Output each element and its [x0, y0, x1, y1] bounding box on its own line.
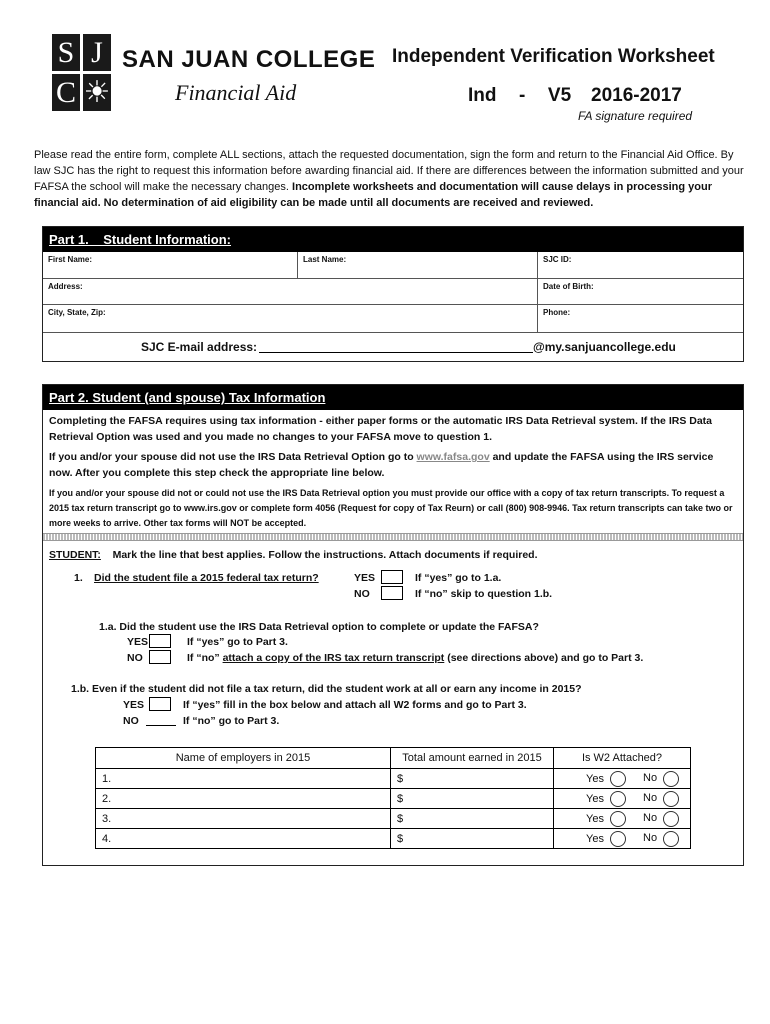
student-label: STUDENT: — [49, 549, 101, 561]
employer-name-cell[interactable]: 2. — [96, 789, 391, 809]
intro-text: Please read the entire form, complete ALL sections, attach the requested documentation, sign the form and return to the Financial Aid Office. By law SJC has the right to request this information before awarding financial aid. If there are differences between the information submitted and your FAFSA the school will make the necessary changes. — [34, 149, 744, 193]
total-earned-header: Total amount earned in 2015 — [391, 748, 554, 769]
w2-no-radio[interactable] — [663, 791, 679, 807]
signature-note: FA signature required — [578, 109, 693, 123]
email-domain: @my.sanjuancollege.edu — [533, 340, 676, 354]
intro-paragraph — [34, 147, 746, 211]
form-code: Ind - V5 — [468, 85, 572, 106]
fafsa-link[interactable]: www.fafsa.gov — [416, 451, 490, 463]
phone-field[interactable]: Phone: — [538, 305, 743, 333]
employer-name-cell[interactable]: 3. — [96, 809, 391, 829]
employer-name-cell[interactable]: 1. — [96, 769, 391, 789]
w2-cell: Yes No — [554, 769, 691, 789]
q1a-yes-box[interactable] — [149, 634, 171, 648]
part1-student-info — [42, 226, 744, 362]
part2-para2 — [49, 449, 739, 481]
city-state-zip-field[interactable]: City, State, Zip: — [43, 305, 538, 333]
para2-text-a: If you and/or your spouse did not use the IRS Data Retrieval Option go to — [49, 451, 417, 463]
q1b-yes-box[interactable] — [149, 697, 171, 711]
para2-text-b: and update the FAFSA using the IRS service now. After you complete this step check the appropriate line below. — [49, 451, 714, 479]
w2-no-radio[interactable] — [663, 811, 679, 827]
q1-yes-label: YES — [354, 572, 376, 584]
email-label: SJC E-mail address: — [141, 340, 258, 354]
w2-no-radio[interactable] — [663, 771, 679, 787]
q1b-yes-instr: If “yes” fill in the box below and attach all W2 forms and go to Part 3. — [183, 699, 527, 711]
college-logo — [52, 34, 112, 112]
part1-heading: Part 1. Student Information: — [43, 227, 743, 252]
w2-yes-radio[interactable] — [610, 811, 626, 827]
intro-warning: Incomplete worksheets and documentation will cause delays in processing your financial aid. No determination of aid eligibility can be made until all documents are received and reviewed. — [34, 181, 712, 209]
q1b-no-instr: If “no” go to Part 3. — [183, 715, 280, 727]
w2-yes-radio[interactable] — [610, 831, 626, 847]
w2-cell: Yes No — [554, 789, 691, 809]
q1a-no-box[interactable] — [149, 650, 171, 664]
first-name-field[interactable]: First Name: — [43, 252, 298, 279]
logo-letter-c: C — [52, 74, 80, 111]
q1-yes-instr: If “yes” go to 1.a. — [415, 572, 502, 584]
table-row — [96, 829, 691, 849]
q1-no-box[interactable] — [381, 586, 403, 600]
q1-no-instr: If “no” skip to question 1.b. — [415, 588, 553, 600]
amount-cell[interactable]: $ — [391, 769, 554, 789]
q1a-yes-instr: If “yes” go to Part 3. — [187, 636, 288, 648]
amount-cell[interactable]: $ — [391, 809, 554, 829]
q1a-no-instr: If “no” attach a copy of the IRS tax return transcript (see directions above) and go to Part 3. — [187, 652, 644, 664]
part2-para1: Completing the FAFSA requires using tax information - either paper forms or the automatic IRS Data Retrieval system. If the IRS Data Retrieval Option was used and you made no changes to your FAFSA move to question 1. — [49, 415, 712, 443]
q1b-no-blank[interactable] — [146, 715, 176, 729]
part2-para3: If you and/or your spouse did not or could not use the IRS Data Retrieval option you must provide our office with a copy of tax return transcripts. To request a 2015 tax return transcript go to www.irs.gov or complete form 4056 (Request for copy of Tax Reurn) or call (800) 908-9946. Tax return transcripts can take two or more weeks to arrive. Other tax forms will NOT be accepted. — [49, 488, 733, 528]
w2-yes-radio[interactable] — [610, 771, 626, 787]
section-divider — [43, 533, 743, 541]
amount-cell[interactable]: $ — [391, 789, 554, 809]
q1b-text: 1.b. Even if the student did not file a tax return, did the student work at all or earn any income in 2015? — [71, 683, 582, 695]
college-name: SAN JUAN COLLEGE — [122, 46, 376, 73]
date-of-birth-field[interactable]: Date of Birth: — [538, 279, 743, 305]
amount-cell[interactable]: $ — [391, 829, 554, 849]
w2-no-radio[interactable] — [663, 831, 679, 847]
q1b-no-label: NO — [123, 715, 139, 727]
part2-heading: Part 2. Student (and spouse) Tax Information — [43, 385, 743, 410]
q1-yes-box[interactable] — [381, 570, 403, 584]
q1-text: Did the student file a 2015 federal tax return? — [94, 572, 319, 584]
w2-attached-header: Is W2 Attached? — [554, 748, 691, 769]
q1-number: 1. — [74, 572, 83, 584]
email-input-line[interactable] — [259, 352, 533, 353]
address-field[interactable]: Address: — [43, 279, 538, 305]
student-instr-text: Mark the line that best applies. Follow the instructions. Attach documents if required. — [112, 549, 538, 561]
sjc-id-field[interactable]: SJC ID: — [538, 252, 743, 279]
employer-table — [95, 747, 691, 849]
department-name: Financial Aid — [175, 80, 297, 105]
q1a-text: 1.a. Did the student use the IRS Data Retrieval option to complete or update the FAFSA? — [99, 621, 539, 633]
award-year: 2016-2017 — [591, 85, 682, 106]
w2-cell: Yes No — [554, 809, 691, 829]
table-row — [96, 809, 691, 829]
employer-name-cell[interactable]: 4. — [96, 829, 391, 849]
sun-icon: ☀ — [83, 76, 111, 109]
q1a-no-label: NO — [127, 652, 143, 664]
part2-tax-info — [42, 384, 744, 866]
student-instructions — [49, 549, 538, 561]
q1b-yes-label: YES — [123, 699, 145, 711]
w2-cell: Yes No — [554, 829, 691, 849]
table-row — [96, 769, 691, 789]
table-row — [96, 789, 691, 809]
employer-name-header: Name of employers in 2015 — [96, 748, 391, 769]
q1-no-label: NO — [354, 588, 370, 600]
page-title: Independent Verification Worksheet — [392, 46, 715, 67]
last-name-field[interactable]: Last Name: — [298, 252, 538, 279]
logo-letter-s: S — [52, 34, 80, 71]
logo-letter-j: J — [83, 34, 111, 71]
w2-yes-radio[interactable] — [610, 791, 626, 807]
q1a-yes-label: YES — [127, 636, 149, 648]
